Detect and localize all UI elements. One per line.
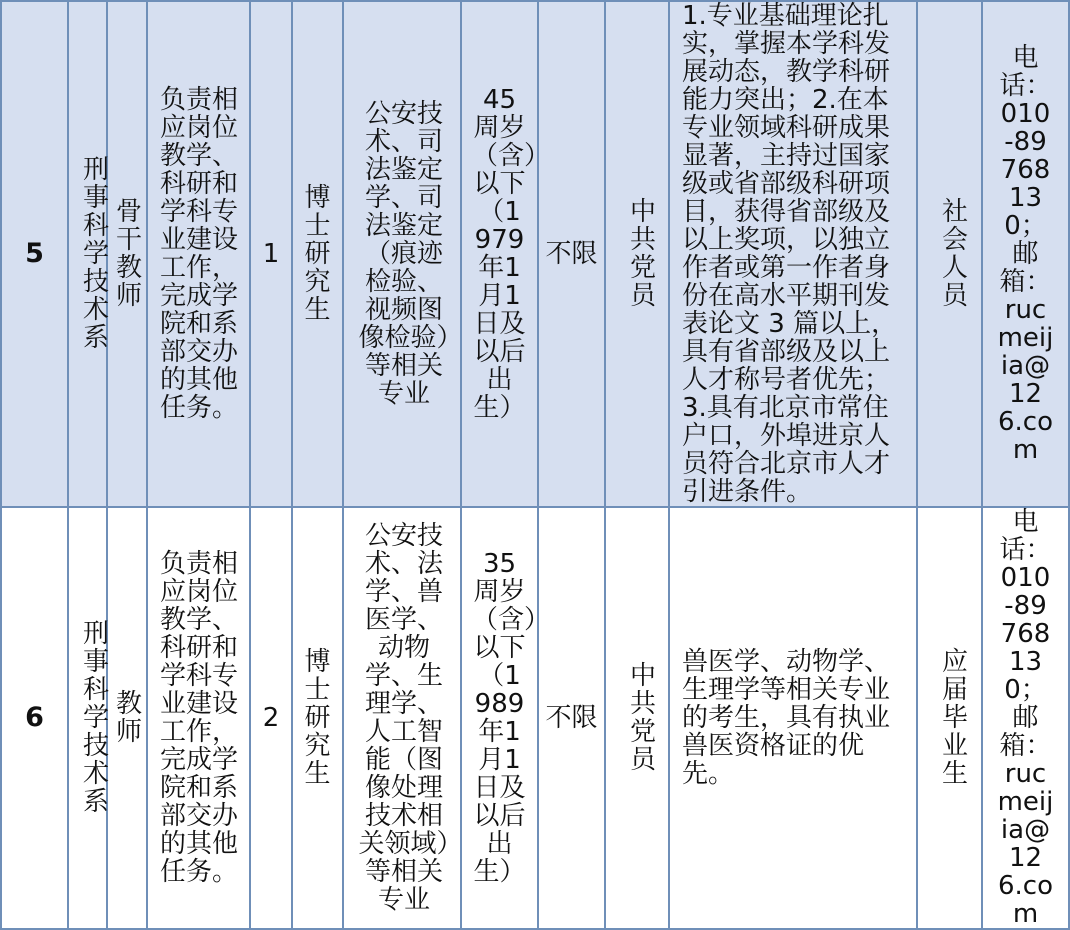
department-cell: 刑事科学技术系 — [68, 1, 107, 507]
age-cell: 45周岁（含）以下（1979年1月1日及以后出生） — [461, 1, 538, 507]
contact-cell: 电话：010-89768130；邮箱：rucmeijia@126.com — [982, 1, 1069, 507]
degree-cell: 博士研究生 — [292, 507, 343, 929]
headcount-cell: 2 — [250, 507, 292, 929]
position-cell: 教师 — [107, 507, 147, 929]
table-row — [1, 1, 1069, 507]
major-cell: 公安技术、司法鉴定学、司法鉴定（痕迹检验、视频图像检验）等相关专业 — [343, 1, 461, 507]
duties-cell: 负责相应岗位教学、科研和学科专业建设工作，完成学院和系部交办的其他任务。 — [147, 507, 250, 929]
duties-cell: 负责相应岗位教学、科研和学科专业建设工作，完成学院和系部交办的其他任务。 — [147, 1, 250, 507]
other-requirements-cell: 兽医学、动物学、生理学等相关专业的考生，具有执业兽医资格证的优先。 — [669, 507, 917, 929]
department-cell: 刑事科学技术系 — [68, 507, 107, 929]
headcount-cell: 1 — [250, 1, 292, 507]
major-cell: 公安技术、法学、兽医学、动物学、生理学、人工智能（图像处理技术相关领域）等相关专业 — [343, 507, 461, 929]
table-row — [1, 507, 1069, 929]
degree-cell: 博士研究生 — [292, 1, 343, 507]
political-status-cell: 中共党员 — [605, 1, 669, 507]
age-cell: 35周岁（含）以下（1989年1月1日及以后出生） — [461, 507, 538, 929]
political-status-cell: 中共党员 — [605, 507, 669, 929]
contact-cell: 电话：010-89768130；邮箱：rucmeijia@126.com — [982, 507, 1069, 929]
row-number: 5 — [1, 1, 68, 507]
candidate-source-cell: 社会人员 — [917, 1, 982, 507]
row-number: 6 — [1, 507, 68, 929]
position-cell: 骨干教师 — [107, 1, 147, 507]
other-requirements-cell: 1.专业基础理论扎实，掌握本学科发展动态，教学科研能力突出；2.在本专业领域科研成果显著，主持过国家级或省部级科研项目，获得省部级及以上奖项，以独立作者或第一作者身份在高水平期刊发表论文 3 篇以上，具有省部级及以上人才称号者优先；3.具有北京市常住户口，外埠进京人员符合北京市人才引进条件。 — [669, 1, 917, 507]
title-requirement-cell: 不限 — [538, 507, 605, 929]
candidate-source-cell: 应届毕业生 — [917, 507, 982, 929]
title-requirement-cell: 不限 — [538, 1, 605, 507]
